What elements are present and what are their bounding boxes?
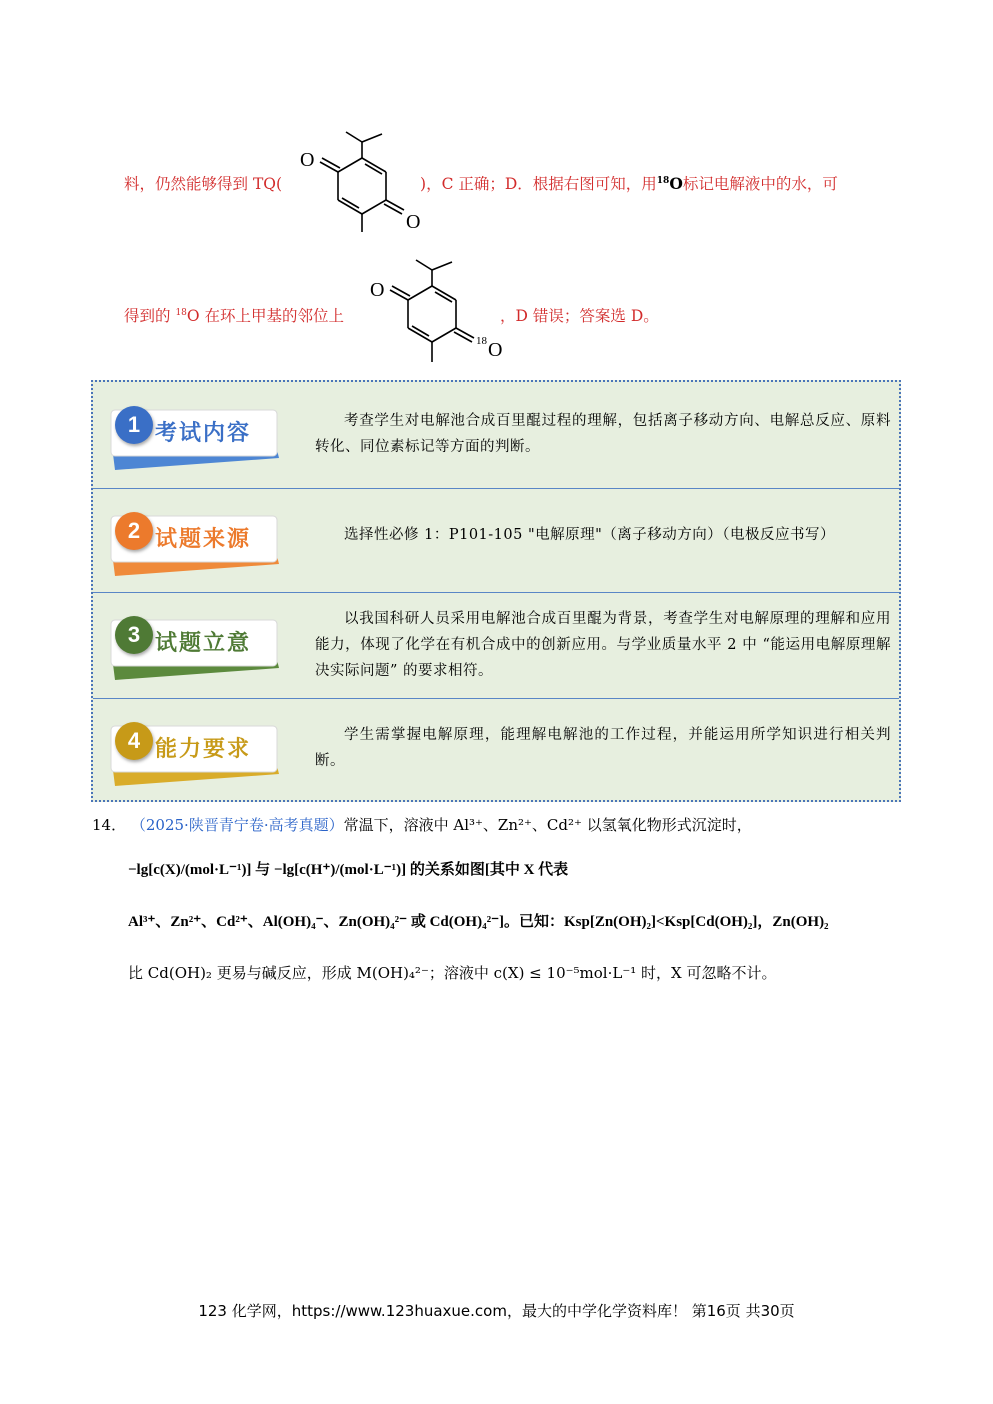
info-row [93, 698, 899, 800]
section-badge [107, 508, 287, 580]
section-number: 4 [115, 722, 153, 760]
question-number: 14． [92, 816, 127, 834]
section-badge [107, 402, 287, 474]
section-content: 学生需掌握电解原理，能理解电解池的工作过程，并能运用所学知识进行相关判断。 [315, 727, 891, 769]
thymoquinone-structure [296, 128, 436, 238]
isotope-mass: 18 [656, 175, 670, 186]
question-14-line-2: −lg[c(X)/(mol·L⁻¹)] 与 −lg[c(H⁺)/(mol·L⁻¹)] 的关系如图[其中 X 代表 [128, 862, 569, 878]
section-content: 以我国科研人员采用电解池合成百里醌为背景，考查学生对电解原理的理解和应用能力，体现了化学在有机合成中的创新应用。与学业质量水平 2 中 “能运用电解原理解决实际问题” 的要求相符。 [315, 611, 891, 679]
analysis-box [91, 380, 901, 802]
oxygen-labeled: O [488, 339, 503, 361]
question-source: （2025·陕晋青宁卷·高考真题） [130, 816, 344, 834]
question-14-line-1 [92, 814, 752, 835]
answer-line-1 [124, 172, 838, 194]
section-content: 选择性必修 1：P101-105 "电解原理"（离子移动方向）（电极反应书写） [344, 527, 836, 543]
answer-text: 标记电解液中的水，可 [682, 175, 838, 193]
question-14-line-4: 比 Cd(OH)₂ 更易与碱反应，形成 M(OH)₄²⁻；溶液中 c(X) ≤ 10⁻⁵mol·L⁻¹ 时，X 可忽略不计。 [128, 964, 777, 982]
question-14-line-3: Al³⁺、Zn²⁺、Cd²⁺、Al(OH)₄⁻、Zn(OH)₄²⁻ 或 Cd(OH)₄²⁻]。已知：Ksp[Zn(OH)₂]<Ksp[Cd(OH)₂]，Zn(OH)₂ [128, 914, 829, 930]
tq-label: TQ( [252, 175, 283, 193]
labeled-thymoquinone-structure [366, 254, 526, 370]
answer-text: 料，仍然能够得到 [124, 175, 253, 193]
answer-text: 得到的 [124, 307, 176, 325]
page-footer: 123 化学网，https://www.123huaxue.com，最大的中学化学资料库！ 第16页 共30页 [198, 1302, 795, 1320]
section-badge [107, 718, 287, 790]
answer-text: O 在环上甲基的邻位上 [186, 307, 345, 325]
info-row [93, 488, 899, 593]
answer-text: ，D 错误；答案选 D。 [500, 307, 659, 325]
oxygen-top: O [370, 279, 385, 301]
section-title: 试题立意 [155, 631, 252, 656]
oxygen-top: O [300, 149, 315, 171]
section-content: 考查学生对电解池合成百里醌过程的理解，包括离子移动方向、电解总反应、原料转化、同位素标记等方面的判断。 [315, 413, 891, 455]
section-number: 3 [115, 616, 153, 654]
oxygen-mass-number: 18 [476, 335, 487, 347]
isotope-mass: 18 [175, 307, 187, 318]
section-title: 试题来源 [155, 527, 252, 552]
section-title: 考试内容 [155, 421, 252, 446]
section-title: 能力要求 [155, 737, 252, 762]
section-number: 2 [115, 512, 153, 550]
info-row [93, 382, 899, 489]
info-row [93, 592, 899, 699]
oxygen-bottom: O [406, 211, 421, 233]
section-number: 1 [115, 406, 153, 444]
section-badge [107, 612, 287, 684]
isotope-symbol: O [669, 174, 683, 193]
question-text: 常温下，溶液中 Al³⁺、Zn²⁺、Cd²⁺ 以氢氧化物形式沉淀时， [343, 816, 752, 834]
answer-text: )，C 正确；D．根据右图可知，用 [420, 175, 657, 193]
